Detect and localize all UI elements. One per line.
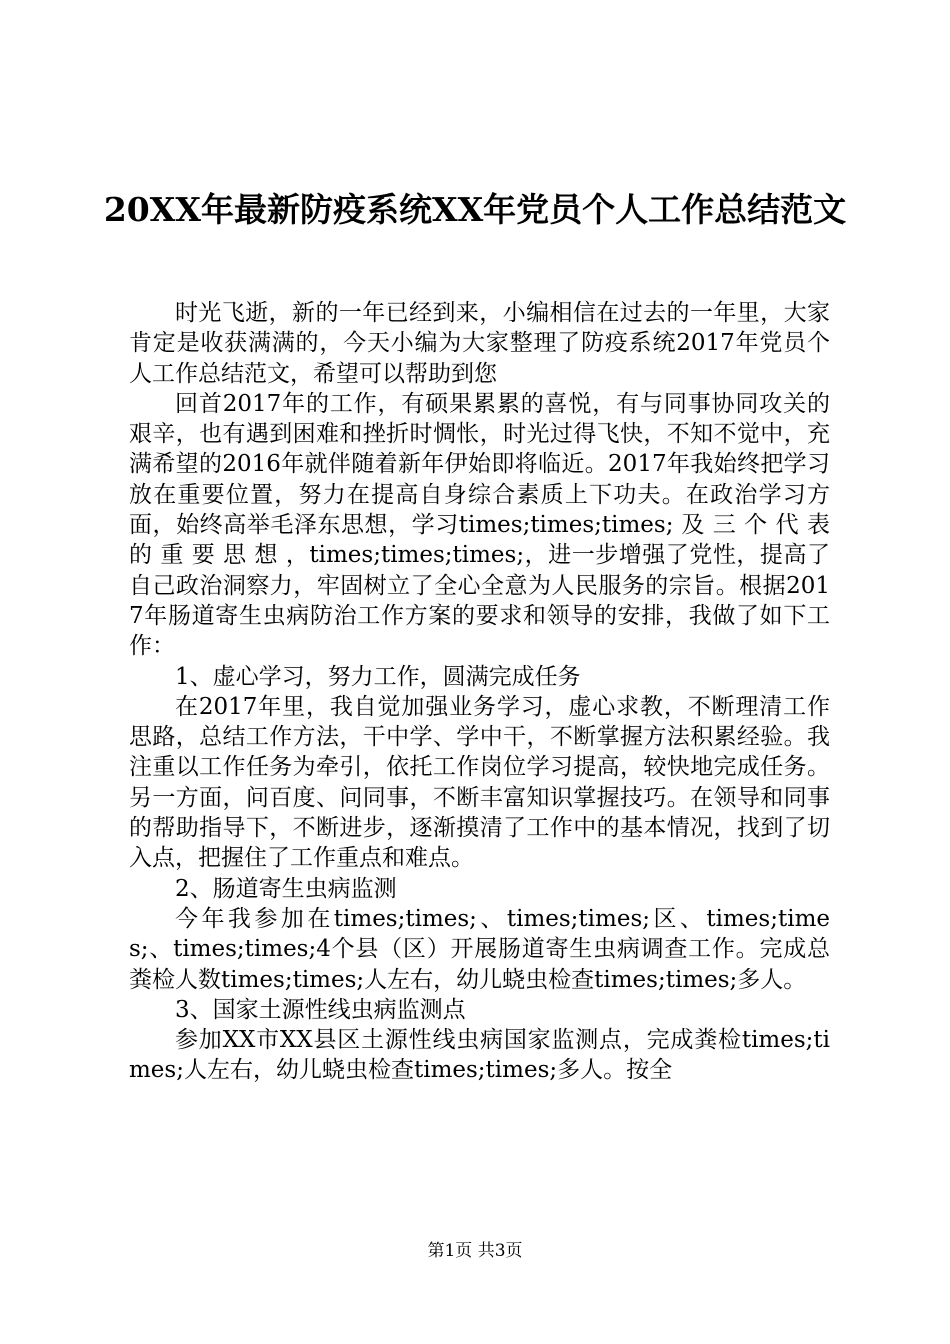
section-heading-1: 1、虚心学习，努力工作，圆满完成任务 (175, 663, 581, 690)
section-2-paragraph: 今年我参加在times;times;、times;times;区、times;times;、times;times;4个县（区）开展肠道寄生虫病调查工作。完成总粪检人数times;times;人左右，幼儿蛲虫检查times;times;多人。 (129, 905, 830, 993)
section-heading-3: 3、国家土源性线虫病监测点 (175, 996, 466, 1023)
section-1-paragraph: 在2017年里，我自觉加强业务学习，虚心求教，不断理清工作思路，总结工作方法，干中学、学中干，不断掌握方法积累经验。我注重以工作任务为牵引，依托工作岗位学习提高，较快地完成任务。另一方面，问百度、问同事，不断丰富知识掌握技巧。在领导和同事的帮助指导下，不断进步，逐渐摸清了工作中的基本情况，找到了切入点，把握住了工作重点和难点。 (129, 693, 830, 872)
section-3-paragraph: 参加XX市XX县区土源性线虫病国家监测点，完成粪检times;times;人左右，幼儿蛲虫检查times;times;多人。按全 (129, 1027, 830, 1084)
document-body (129, 298, 830, 1086)
document-title: 20XX年最新防疫系统XX年党员个人工作总结范文 (103, 190, 847, 229)
review-paragraph: 回首2017年的工作，有硕果累累的喜悦，有与同事协同攻关的艰辛，也有遇到困难和挫折时惆怅，时光过得飞快，不知不觉中，充满希望的2016年就伴随着新年伊始即将临近。2017年我始终把学习放在重要位置，努力在提高自身综合素质上下功夫。在政治学习方面，始终高举毛泽东思想，学习times;times;times; 及 三 个 代 表 的 重 要 思 想 ，times;times;times;，进一步增强了党性，提高了自己政治洞察力，牢固树立了全心全意为人民服务的宗旨。根据2017年肠道寄生虫病防治工作方案的要求和领导的安排，我做了如下工作： (129, 390, 830, 660)
page-footer: 第1页 共3页 (427, 1241, 523, 1261)
intro-paragraph: 时光飞逝，新的一年已经到来，小编相信在过去的一年里，大家肯定是收获满满的，今天小编为大家整理了防疫系统2017年党员个人工作总结范文，希望可以帮助到您 (129, 300, 830, 387)
section-heading-2: 2、肠道寄生虫病监测 (175, 875, 397, 902)
